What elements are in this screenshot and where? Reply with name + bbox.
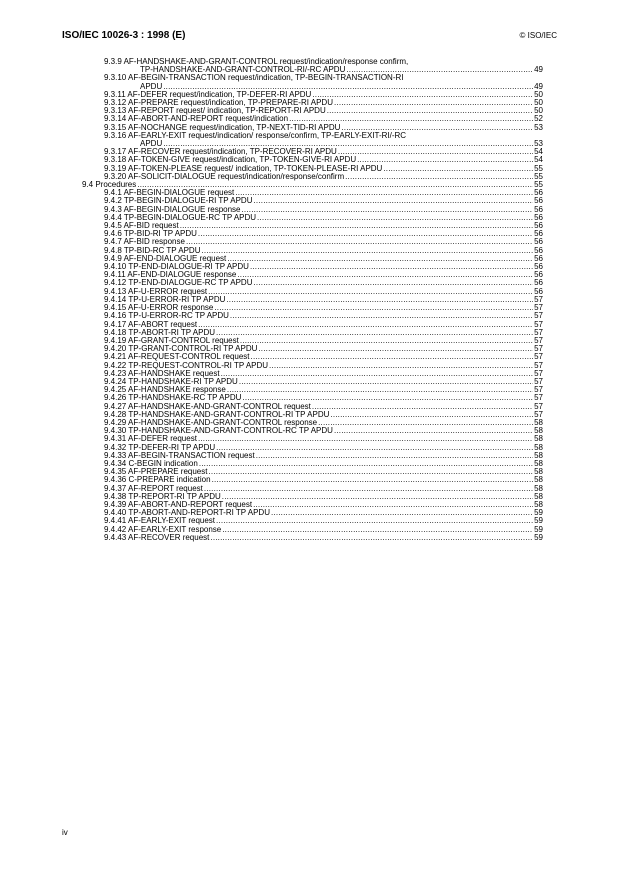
toc-entry-title: 9.3.13 AF-REPORT request/ indication, TP-REPORT-RI APDU: [104, 106, 326, 116]
dot-leader: [357, 156, 533, 164]
toc-page-number: 56: [534, 188, 543, 198]
toc-page-number: 57: [534, 294, 543, 304]
toc-entry-title: 9.4.10 TP-END-DIALOGUE-RI TP APDU: [104, 262, 249, 272]
toc-page-number: 58: [534, 442, 543, 452]
toc-page-number: 56: [534, 253, 543, 263]
toc-page-number: 57: [534, 409, 543, 419]
toc-page-number: 56: [534, 270, 543, 280]
toc-entry-title: 9.4.23 AF-HANDSHAKE request: [104, 368, 220, 378]
toc-page-number: 57: [534, 344, 543, 354]
toc-page-number: 57: [534, 303, 543, 313]
toc-entry-title: 9.3.11 AF-DEFER request/indication, TP-DEFER-RI APDU: [104, 89, 312, 99]
toc-entry-line: [104, 173, 543, 181]
toc-entry-title: 9.4.32 TP-DEFER-RI TP APDU: [104, 442, 216, 452]
dot-leader: [312, 403, 533, 411]
dot-leader: [214, 304, 533, 312]
toc-page-number: 55: [534, 163, 543, 173]
dot-leader: [257, 214, 533, 222]
dot-leader: [208, 288, 533, 296]
toc-page-number: 56: [534, 278, 543, 288]
toc-entry-title: 9.4.7 AF-BID response: [104, 237, 185, 247]
toc-page-number: 58: [534, 426, 543, 436]
dot-leader: [221, 370, 533, 378]
toc-page-number: 58: [534, 491, 543, 501]
dot-leader: [210, 534, 533, 542]
page-number: iv: [62, 828, 68, 837]
toc-entry-title: 9.3.19 AF-TOKEN-PLEASE request/ indication, TP-TOKEN-PLEASE-RI APDU: [104, 163, 383, 173]
toc-entry-title: 9.4.39 AF-ABORT-AND-REPORT request: [104, 499, 253, 509]
dot-leader: [330, 411, 533, 419]
toc-page-number: 58: [534, 450, 543, 460]
dot-leader: [242, 206, 534, 214]
toc-page-number: 56: [534, 245, 543, 255]
toc-page-number: 57: [534, 385, 543, 395]
dot-leader: [327, 107, 533, 115]
toc-entry[interactable]: [104, 173, 543, 181]
copyright-mark: © ISO/IEC: [519, 31, 557, 40]
dot-leader: [216, 517, 533, 525]
toc-entry-title: 9.4.27 AF-HANDSHAKE-AND-GRANT-CONTROL request: [104, 401, 311, 411]
dot-leader: [237, 271, 533, 279]
toc-entry-line: [104, 534, 543, 542]
dot-leader: [251, 353, 534, 361]
toc-page-number: 57: [534, 352, 543, 362]
toc-page-number: 56: [534, 262, 543, 272]
toc-entry-title: 9.4.31 AF-DEFER request: [104, 434, 197, 444]
dot-leader: [256, 452, 533, 460]
toc-entry-title: 9.3.18 AF-TOKEN-GIVE request/indication, TP-TOKEN-GIVE-RI APDU: [104, 155, 357, 165]
toc-entry-title: 9.4 Procedures: [82, 180, 137, 190]
dot-leader: [235, 189, 533, 197]
toc-page-number: 58: [534, 458, 543, 468]
toc-page-number: 58: [534, 434, 543, 444]
toc-page-number: 58: [534, 467, 543, 477]
document-title: ISO/IEC 10026-3 : 1998 (E): [62, 30, 186, 41]
toc-entry-title: 9.4.29 AF-HANDSHAKE-AND-GRANT-CONTROL response: [104, 417, 318, 427]
dot-leader: [239, 378, 533, 386]
toc-entry-title: 9.4.14 TP-U-ERROR-RI TP APDU: [104, 294, 226, 304]
toc-entry-title: 9.4.16 TP-U-ERROR-RC TP APDU: [104, 311, 229, 321]
toc-entry-title: 9.4.41 AF-EARLY-EXIT request: [104, 516, 216, 526]
dot-leader: [208, 468, 533, 476]
toc-entry[interactable]: [104, 74, 543, 90]
toc-page-number: 57: [534, 393, 543, 403]
toc-page-number: 50: [534, 89, 543, 99]
toc-entry-title: 9.4.17 AF-ABORT request: [104, 319, 198, 329]
dot-leader: [222, 493, 533, 501]
toc-page-number: 52: [534, 114, 543, 124]
toc-entry-title: 9.4.6 TP-BID-RI TP APDU: [104, 229, 197, 239]
toc-page-number: 54: [534, 147, 543, 157]
toc-page-number: 49: [534, 81, 543, 91]
toc-entry-title: 9.4.42 AF-EARLY-EXIT response: [104, 524, 222, 534]
page-header: [62, 30, 557, 44]
toc-page-number: 57: [534, 376, 543, 386]
dot-leader: [180, 222, 533, 230]
toc-entry-title: 9.4.2 TP-BEGIN-DIALOGUE-RI TP APDU: [104, 196, 253, 206]
toc-entry-title: 9.3.12 AF-PREPARE request/indication, TP-PREPARE-RI APDU: [104, 98, 333, 108]
dot-leader: [199, 460, 533, 468]
toc-page-number: 56: [534, 212, 543, 222]
dot-leader: [271, 509, 533, 517]
dot-leader: [254, 197, 534, 205]
toc-page-number: 59: [534, 516, 543, 526]
toc-entry[interactable]: [104, 534, 543, 542]
toc-entry-title: 9.4.43 AF-RECOVER request: [104, 532, 210, 542]
toc-page-number: 57: [534, 327, 543, 337]
dot-leader: [227, 255, 533, 263]
toc-page-number: 56: [534, 204, 543, 214]
toc-entry-title: 9.4.19 AF-GRANT-CONTROL request: [104, 335, 239, 345]
toc-page-number: 57: [534, 319, 543, 329]
toc-page-number: 59: [534, 524, 543, 534]
dot-leader: [240, 337, 533, 345]
toc-entry-title: APDU: [140, 139, 163, 149]
toc-entry-title: 9.3.15 AF-NOCHANGE request/indication, TP-NEXT-TID-RI APDU: [104, 122, 341, 132]
toc-page-number: 57: [534, 368, 543, 378]
dot-leader: [312, 91, 533, 99]
toc-page-number: 50: [534, 98, 543, 108]
toc-page-number: 58: [534, 499, 543, 509]
table-of-contents: [0, 58, 619, 542]
toc-page-number: 56: [534, 221, 543, 231]
dot-leader: [383, 165, 533, 173]
toc-page-number: 58: [534, 483, 543, 493]
dot-leader: [226, 296, 533, 304]
toc-entry-title: 9.4.34 C-BEGIN indication: [104, 458, 198, 468]
dot-leader: [254, 279, 534, 287]
dot-leader: [204, 485, 533, 493]
dot-leader: [212, 476, 534, 484]
toc-entry-title: 9.4.38 TP-REPORT-RI TP APDU: [104, 491, 221, 501]
dot-leader: [253, 501, 533, 509]
toc-entry-title: APDU: [140, 81, 163, 91]
dot-leader: [198, 435, 533, 443]
toc-entry-title: 9.4.4 TP-BEGIN-DIALOGUE-RC TP APDU: [104, 212, 257, 222]
dot-leader: [216, 444, 533, 452]
toc-page-number: 50: [534, 106, 543, 116]
toc-entry-title: 9.3.17 AF-RECOVER request/indication, TP-RECOVER-RI APDU: [104, 147, 337, 157]
dot-leader: [334, 427, 533, 435]
toc-entry[interactable]: [104, 132, 543, 148]
toc-page-number: 53: [534, 139, 543, 149]
dot-leader: [198, 230, 533, 238]
dot-leader: [216, 329, 533, 337]
toc-page-number: 49: [534, 65, 543, 75]
toc-entry-title: 9.4.25 AF-HANDSHAKE response: [104, 385, 226, 395]
toc-page-number: 57: [534, 360, 543, 370]
toc-entry-title: 9.4.8 TP-BID-RC TP APDU: [104, 245, 201, 255]
toc-entry-title: 9.4.1 AF-BEGIN-DIALOGUE request: [104, 188, 235, 198]
toc-page-number: 56: [534, 196, 543, 206]
dot-leader: [227, 386, 533, 394]
dot-leader: [230, 312, 533, 320]
toc-page-number: 56: [534, 237, 543, 247]
toc-page-number: 55: [534, 180, 543, 190]
dot-leader: [338, 148, 533, 156]
toc-page-number: 54: [534, 155, 543, 165]
toc-entry-title-first-line: 9.3.10 AF-BEGIN-TRANSACTION request/indication, TP-BEGIN-TRANSACTION-RI: [104, 73, 404, 83]
toc-entry-title: TP-HANDSHAKE-AND-GRANT-CONTROL-RI/-RC APDU: [140, 65, 346, 75]
toc-entry-title: 9.4.5 AF-BID request: [104, 221, 179, 231]
toc-page-number: 59: [534, 532, 543, 542]
dot-leader: [334, 99, 533, 107]
toc-entry-title: 9.4.18 TP-ABORT-RI TP APDU: [104, 327, 216, 337]
toc-entry-title: 9.4.40 TP-ABORT-AND-REPORT-RI TP APDU: [104, 508, 270, 518]
toc-page-number: 56: [534, 229, 543, 239]
toc-entry-title: 9.4.15 AF-U-ERROR response: [104, 303, 214, 313]
dot-leader: [201, 247, 533, 255]
toc-page-number: 56: [534, 286, 543, 296]
toc-page-number: 57: [534, 401, 543, 411]
toc-entry-title: 9.4.37 AF-REPORT request: [104, 483, 203, 493]
toc-page-number: 53: [534, 122, 543, 132]
toc-entry-title: 9.4.9 AF-END-DIALOGUE request: [104, 253, 227, 263]
toc-entry-title-first-line: 9.3.16 AF-EARLY-EXIT request/indication/ response/confirm, TP-EARLY-EXIT-RI/-RC: [104, 130, 407, 140]
toc-entry-title: 9.4.24 TP-HANDSHAKE-RI TP APDU: [104, 376, 238, 386]
dot-leader: [318, 419, 533, 427]
toc-entry-title: 9.4.30 TP-HANDSHAKE-AND-GRANT-CONTROL-RC TP APDU: [104, 426, 333, 436]
dot-leader: [258, 345, 533, 353]
dot-leader: [250, 263, 533, 271]
toc-entry-title: 9.4.26 TP-HANDSHAKE-RC TP APDU: [104, 393, 242, 403]
toc-page-number: 58: [534, 417, 543, 427]
toc-entry-title: 9.3.20 AF-SOLICIT-DIALOGUE request/indication/response/confirm: [104, 171, 345, 181]
dot-leader: [198, 321, 533, 329]
toc-entry-title: 9.4.20 TP-GRANT-CONTROL-RI TP APDU: [104, 344, 258, 354]
toc-entry-title: 9.4.33 AF-BEGIN-TRANSACTION request: [104, 450, 255, 460]
toc-entry-title: 9.4.22 TP-REQUEST-CONTROL-RI TP APDU: [104, 360, 269, 370]
toc-entry-title: 9.4.21 AF-REQUEST-CONTROL request: [104, 352, 250, 362]
dot-leader: [345, 173, 533, 181]
toc-page-number: 57: [534, 335, 543, 345]
toc-entry-title-first-line: 9.3.9 AF-HANDSHAKE-AND-GRANT-CONTROL request/indication/response confirm,: [104, 57, 409, 66]
toc-page-number: 58: [534, 475, 543, 485]
dot-leader: [269, 362, 533, 370]
toc-entry-title: 9.4.12 TP-END-DIALOGUE-RC TP APDU: [104, 278, 253, 288]
toc-entry-title: 9.4.36 C-PREPARE indication: [104, 475, 211, 485]
toc-entry-title: 9.4.35 AF-PREPARE request: [104, 467, 208, 477]
toc-entry-title: 9.4.11 AF-END-DIALOGUE response: [104, 270, 237, 280]
toc-entry-title: 9.4.3 AF-BEGIN-DIALOGUE response: [104, 204, 241, 214]
toc-page-number: 57: [534, 311, 543, 321]
toc-page-number: 55: [534, 171, 543, 181]
dot-leader: [186, 238, 533, 246]
dot-leader: [222, 526, 533, 534]
toc-entry-title: 9.4.28 TP-HANDSHAKE-AND-GRANT-CONTROL-RI TP APDU: [104, 409, 330, 419]
toc-entry[interactable]: [104, 58, 543, 74]
toc-entry-title: 9.3.14 AF-ABORT-AND-REPORT request/indication: [104, 114, 289, 124]
toc-page-number: 59: [534, 508, 543, 518]
toc-entry-title: 9.4.13 AF-U-ERROR request: [104, 286, 208, 296]
